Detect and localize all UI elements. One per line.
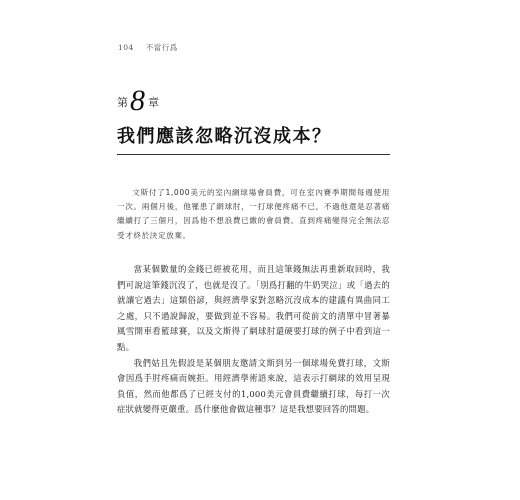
book-title: 不當行爲: [145, 43, 178, 52]
paragraph-2: 我們姑且先假設是某個朋友邀請文斯到另一個球場免費打球，文斯會因爲手肘疼痛而婉拒。用經濟學術語來說，這表示打網球的效用呈現負值，然而他都爲了已經支付的1,000美元會員費繼續打球，每打一次症狀就變得更嚴重。爲什麼他會做這種事？這是我想要回答的問題。: [117, 357, 390, 415]
running-header: [118, 42, 178, 53]
chapter-label: [117, 84, 159, 117]
chapter-prefix: 第: [117, 96, 128, 109]
title-divider: [117, 154, 390, 155]
chapter-suffix: 章: [148, 96, 159, 109]
paragraph-1: 當某個數量的金錢已經被花用，而且這筆錢無法再重新取回時，我們可說這筆錢沉沒了，也就是沒了。「別爲打翻的牛奶哭泣」或「過去的就讓它過去」這類俗諺，與經濟學家對忽略沉沒成本的建議有異曲同工之處，只不過說歸說，要做到並不容易。我們可從前文的清單中冒著暴風雪開車看籃球賽，以及文斯得了網球肘還硬要打球的例子中看到這一點。: [117, 264, 390, 352]
chapter-title: 我們應該忽略沉沒成本？: [117, 126, 332, 147]
chapter-number: 8: [130, 84, 145, 117]
epigraph-text: 文斯付了1,000美元的室內網球場會員費，可在室內賽季期間每週使用一次。兩個月後，他罹患了網球肘，一打球便疼痛不已，不過他還是忍著痛繼續打了三個月，因爲他不想浪費已繳的會員費。直到疼痛變得完全無法忍受才終於決定放棄。: [117, 188, 390, 240]
body-text: [117, 262, 390, 418]
epigraph: [117, 186, 390, 243]
page-number: 104: [118, 43, 134, 52]
